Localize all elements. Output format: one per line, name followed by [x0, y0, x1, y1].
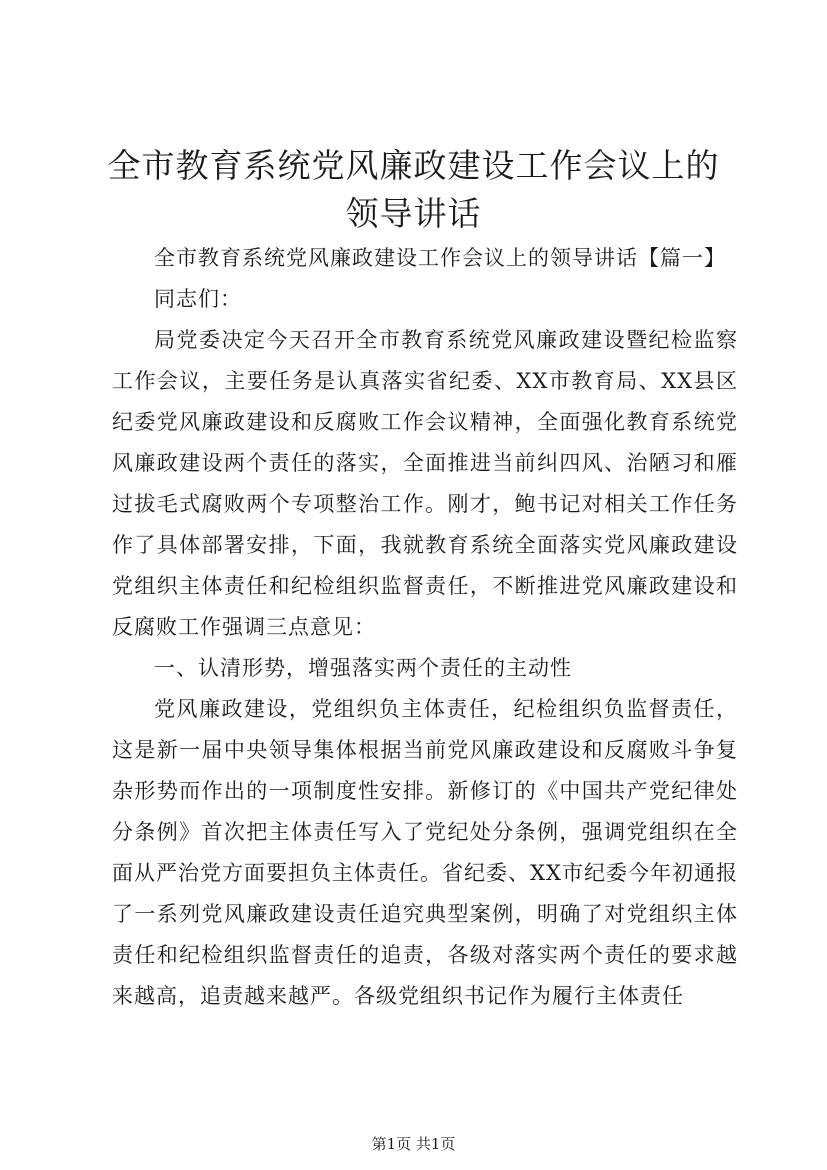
page-number-footer: 第1页 共1页 — [371, 1135, 456, 1153]
paragraph: 党风廉政建设，党组织负主体责任，纪检组织负监督责任，这是新一届中央领导集体根据当前党风廉政建设和反腐败斗争复杂形势而作出的一项制度性安排。新修订的《中国共产党纪律处分条例》首次把主体责任写入了党纪处分条例，强调党组织在全面从严治党方面要担负主体责任。省纪委、XX市纪委今年初通报了一系列党风廉政建设责任追究典型案例，明确了对党组织主体责任和纪检组织监督责任的追责，各级对落实两个责任的要求越来越高，追责越来越严。各级党组织书记作为履行主体责任 — [112, 697, 738, 1008]
subheading: 一、认清形势，增强落实两个责任的主动性 — [154, 656, 572, 680]
salutation: 同志们： — [154, 287, 242, 311]
section-heading: 全市教育系统党风廉政建设工作会议上的领导讲话【篇一】 — [154, 246, 726, 270]
document-body — [112, 238, 738, 1017]
paragraph: 局党委决定今天召开全市教育系统党风廉政建设暨纪检监察工作会议，主要任务是认真落实省纪委、XX市教育局、XX县区纪委党风廉政建设和反腐败工作会议精神，全面强化教育系统党风廉政建设两个责任的落实，全面推进当前纠四风、治陋习和雁过拔毛式腐败两个专项整治工作。刚才，鲍书记对相关工作任务作了具体部署安排，下面，我就教育系统全面落实党风廉政建设党组织主体责任和纪检组织监督责任，不断推进党风廉政建设和反腐败工作强调三点意见： — [112, 328, 738, 639]
document-title: 全市教育系统党风廉政建设工作会议上的领导讲话 — [107, 146, 720, 233]
